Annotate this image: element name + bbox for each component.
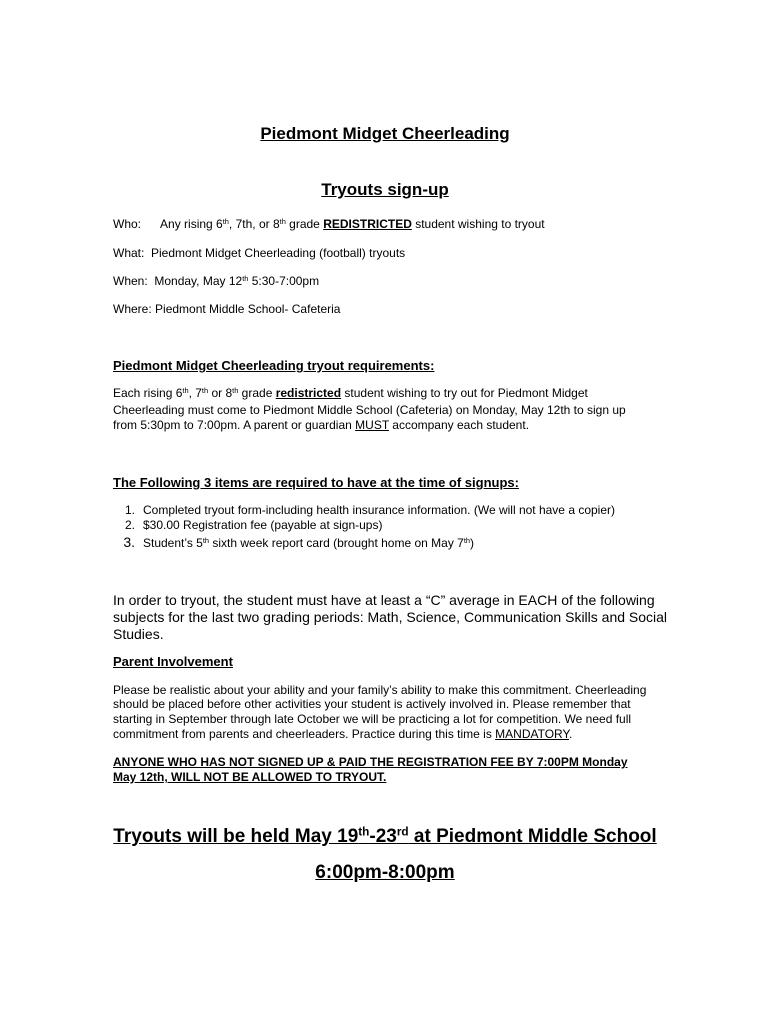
requirements-line-3: from 5:30pm to 7:00pm. A parent or guardian MUST accompany each student. [113,418,530,432]
parent-line-4: commitment from parents and cheerleaders. Practice during this time is MANDATORY. [113,727,573,741]
grades-line-3: Studies. [113,626,164,642]
tryout-dates: Tryouts will be held May 19th-23rd at Piedmont Middle School [113,825,657,847]
when-line: When: Monday, May 12th 5:30-7:00pm [113,273,320,288]
page-subtitle: Tryouts sign-up [321,180,449,199]
warning-line-2: May 12th, WILL NOT BE ALLOWED TO TRYOUT. [113,770,387,784]
redistricted-emphasis-2: redistricted [275,386,342,400]
who-label: Who: [113,217,142,231]
requirements-line-1: Each rising 6th, 7th or 8th grade redistricted student wishing to try out for Piedmont Midget [113,385,588,400]
parent-line-2: should be placed before other activities your student is actively involved in. Please remember that [113,697,631,711]
tryout-time: 6:00pm-8:00pm [315,862,455,883]
when-label: When: [113,274,148,288]
where-line: Where: Piedmont Middle School- Cafeteria [113,302,341,316]
parent-heading: Parent Involvement [113,654,233,669]
items-heading: The Following 3 items are required to have at the time of signups: [113,475,519,490]
parent-line-3: starting in September through late October we will be practicing a lot for competition. We need full [113,712,632,726]
list-item: 1. Completed tryout form-including health insurance information. (We will not have a copier) [124,503,616,517]
parent-line-1: Please be realistic about your ability and your family’s ability to make this commitment. Cheerleading [113,683,647,697]
grades-line-1: In order to tryout, the student must have at least a “C” average in EACH of the following [113,592,655,608]
warning-line-1: ANYONE WHO HAS NOT SIGNED UP & PAID THE REGISTRATION FEE BY 7:00PM Monday [113,755,628,769]
who-line: Who: Any rising 6th, 7th, or 8th grade REDISTRICTED student wishing to tryout [113,216,545,231]
page-title: Piedmont Midget Cheerleading [260,124,510,143]
must-emphasis: MUST [355,418,389,432]
grades-line-2: subjects for the last two grading periods: Math, Science, Communication Skills and Social [113,609,668,625]
requirements-heading: Piedmont Midget Cheerleading tryout requirements: [113,358,435,373]
list-item: 2. $30.00 Registration fee (payable at sign-ups) [124,518,383,532]
where-label: Where: [113,302,152,316]
mandatory-emphasis: MANDATORY [495,727,569,741]
requirements-line-2: Cheerleading must come to Piedmont Middle School (Cafeteria) on Monday, May 12th to sign up [113,403,626,417]
list-item: 3. Student’s 5th sixth week report card (brought home on May 7th) [123,534,475,550]
redistricted-emphasis: REDISTRICTED [323,217,412,231]
what-line: What: Piedmont Midget Cheerleading (football) tryouts [113,246,406,260]
what-label: What: [113,246,145,260]
